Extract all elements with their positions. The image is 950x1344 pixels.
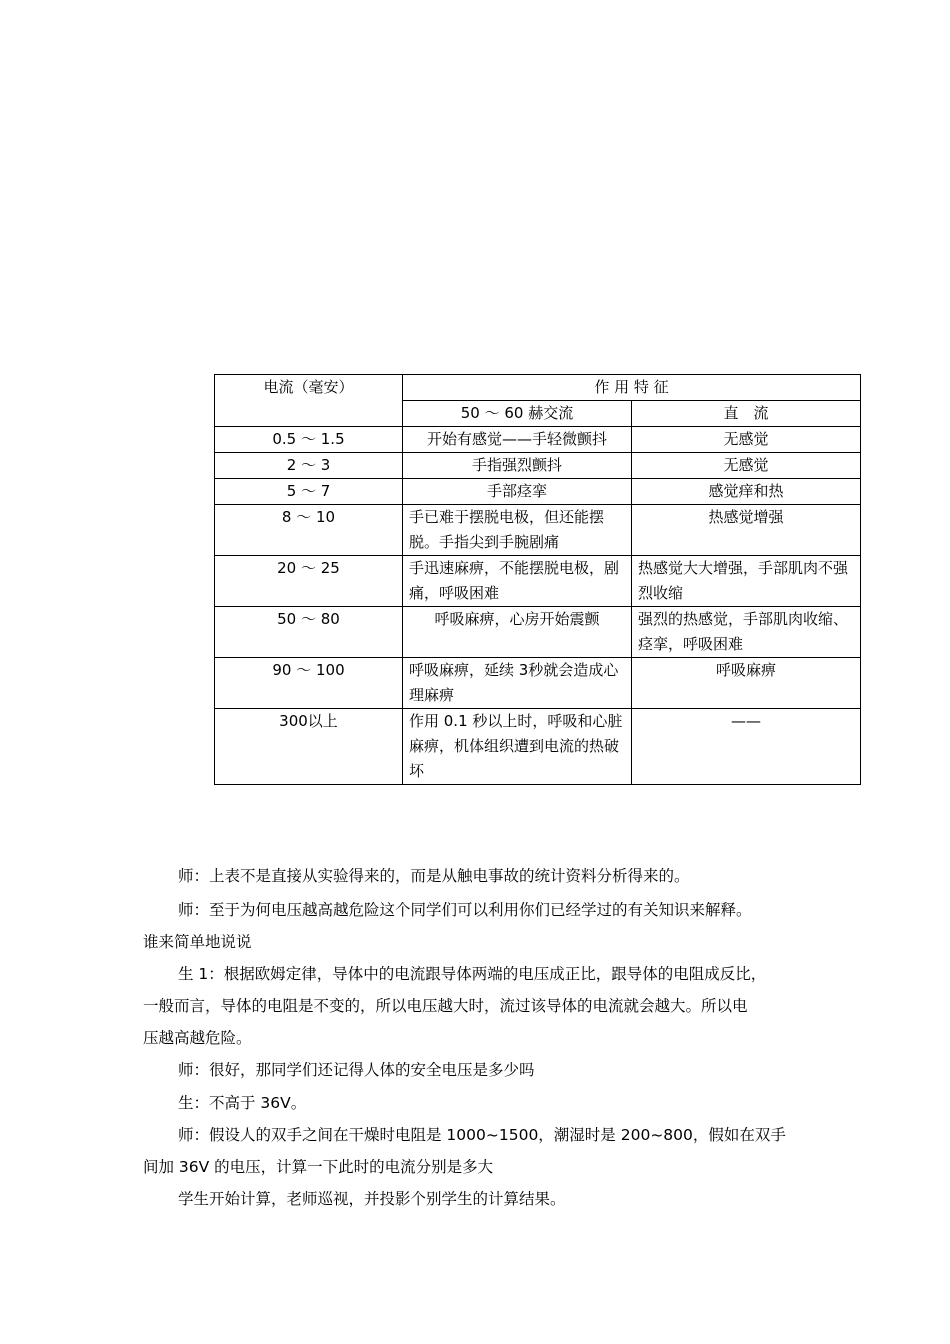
cell-current: 300以上 [215,709,403,785]
table-row [215,556,861,607]
cell-current: 8 ～ 10 [215,505,403,556]
header-dc: 直 流 [632,401,861,427]
cell-current: 20 ～ 25 [215,556,403,607]
cell-current: 2 ～ 3 [215,453,403,479]
cell-current: 0.5 ～ 1.5 [215,427,403,453]
table-row [215,479,861,505]
header-current: 电流（毫安） [215,375,403,427]
paragraph-teacher-4-line2: 间加 36V 的电压，计算一下此时的电流分别是多大 [143,1158,494,1176]
paragraph-student-1-line3: 压越高越危险。 [143,1029,252,1047]
cell-dc: 无感觉 [632,427,861,453]
table-row [215,607,861,658]
cell-ac: 手已难于摆脱电极，但还能摆脱。手指尖到手腕剧痛 [403,505,632,556]
cell-ac: 呼吸麻痹，心房开始震颤 [403,607,632,658]
paragraph-student-1-line1: 生 1：根据欧姆定律，导体中的电流跟导体两端的电压成正比，跟导体的电阻成反比， [178,965,767,983]
cell-ac: 手迅速麻痹，不能摆脱电极，剧痛，呼吸困难 [403,556,632,607]
table-header-row [215,375,861,401]
cell-dc: —— [632,709,861,785]
cell-ac: 开始有感觉——手轻微颤抖 [403,427,632,453]
paragraph-teacher-1: 师：上表不是直接从实验得来的，而是从触电事故的统计资料分析得来的。 [178,867,690,885]
paragraph-student-2: 生：不高于 36V。 [178,1094,307,1112]
paragraph-student-1-line2: 一般而言，导体的电阻是不变的，所以电压越大时，流过该导体的电流就会越大。所以电 [143,997,748,1015]
cell-ac: 手指强烈颤抖 [403,453,632,479]
cell-dc: 热感觉大大增强，手部肌肉不强烈收缩 [632,556,861,607]
cell-ac: 呼吸麻痹，延续 3秒就会造成心理麻痹 [403,658,632,709]
table-row [215,709,861,785]
paragraph-teacher-3: 师：很好，那同学们还记得人体的安全电压是多少吗 [178,1061,535,1079]
header-ac: 50 ～ 60 赫交流 [403,401,632,427]
cell-dc: 强烈的热感觉，手部肌肉收缩、痉挛，呼吸困难 [632,607,861,658]
paragraph-teacher-2-line2: 谁来简单地说说 [143,933,252,951]
table-row [215,658,861,709]
paragraph-teacher-4-line1: 师：假设人的双手之间在干燥时电阻是 1000~1500，潮湿时是 200~800，假如在双手 [178,1126,786,1144]
paragraph-narration: 学生开始计算，老师巡视，并投影个别学生的计算结果。 [178,1190,566,1208]
table-row [215,427,861,453]
cell-dc: 无感觉 [632,453,861,479]
cell-ac: 作用 0.1 秒以上时，呼吸和心脏麻痹，机体组织遭到电流的热破坏 [403,709,632,785]
cell-dc: 呼吸麻痹 [632,658,861,709]
header-effect: 作 用 特 征 [403,375,861,401]
current-effects-table [214,374,861,785]
paragraph-teacher-2-line1: 师：至于为何电压越高越危险这个同学们可以利用你们已经学过的有关知识来解释。 [178,901,752,919]
cell-ac: 手部痉挛 [403,479,632,505]
cell-current: 5 ～ 7 [215,479,403,505]
cell-dc: 热感觉增强 [632,505,861,556]
cell-current: 50 ～ 80 [215,607,403,658]
cell-dc: 感觉痒和热 [632,479,861,505]
table-row [215,505,861,556]
cell-current: 90 ～ 100 [215,658,403,709]
table-row [215,453,861,479]
